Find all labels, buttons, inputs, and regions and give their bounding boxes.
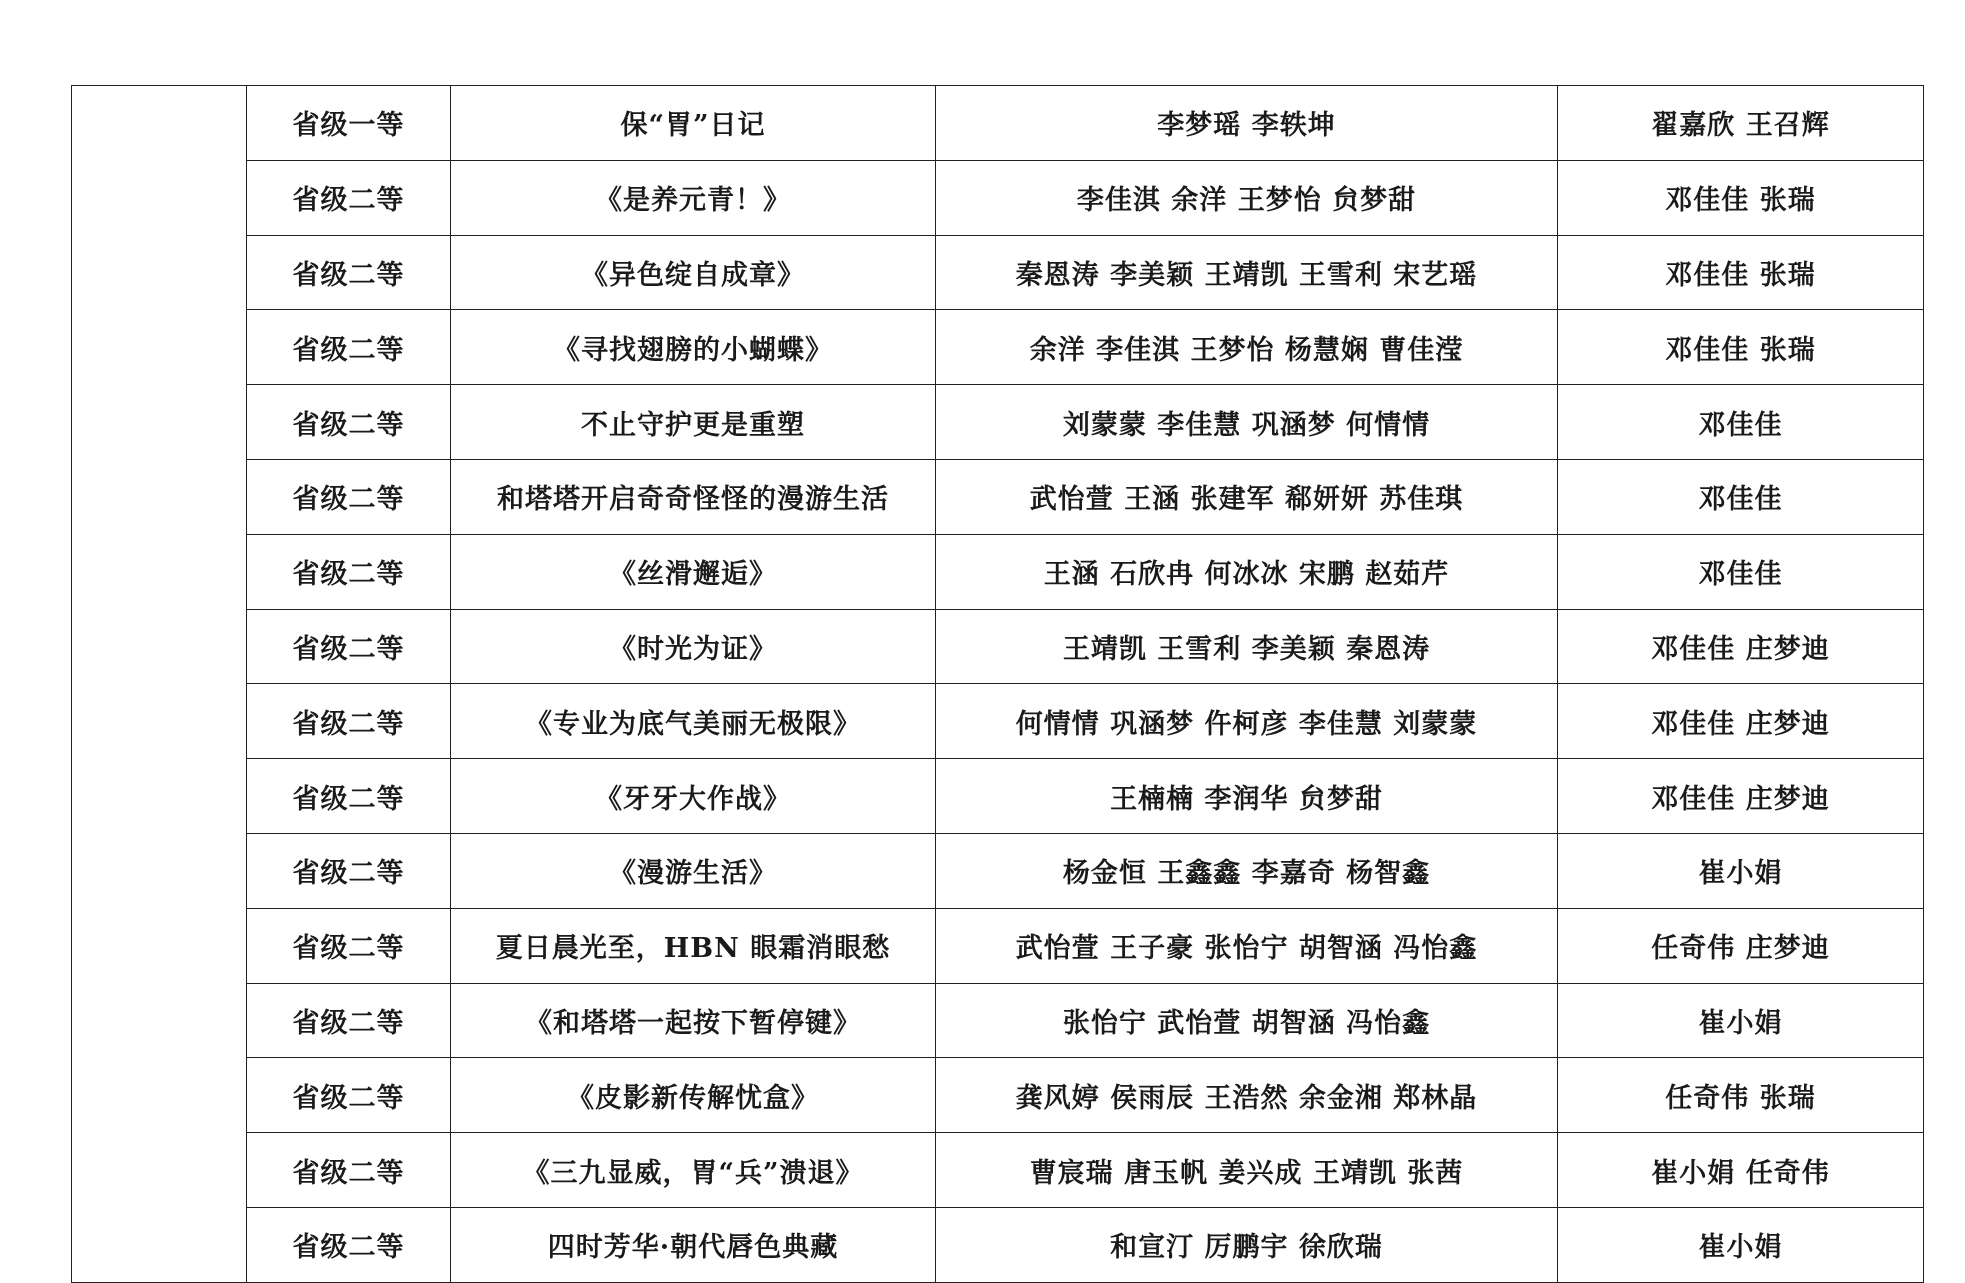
table-row — [72, 1058, 1924, 1133]
awards-table-body — [72, 86, 1924, 1283]
award-level-cell: 省级一等 — [247, 86, 451, 161]
advisor-cell: 任奇伟 庄梦迪 — [1558, 908, 1924, 983]
table-row — [72, 609, 1924, 684]
awards-table — [71, 85, 1924, 1283]
work-title-cell: 不止守护更是重塑 — [451, 385, 936, 460]
work-title-cell: 《寻找翅膀的小蝴蝶》 — [451, 310, 936, 385]
award-level-cell: 省级二等 — [247, 759, 451, 834]
work-title-cell: 夏日晨光至，HBN 眼霜消眼愁 — [451, 908, 936, 983]
work-title-cell: 和塔塔开启奇奇怪怪的漫游生活 — [451, 459, 936, 534]
work-title-cell: 《和塔塔一起按下暂停键》 — [451, 983, 936, 1058]
advisor-cell: 邓佳佳 — [1558, 534, 1924, 609]
team-members-cell: 曹宸瑞 唐玉帆 姜兴成 王靖凯 张茜 — [936, 1133, 1558, 1208]
team-members-cell: 杨金恒 王鑫鑫 李嘉奇 杨智鑫 — [936, 833, 1558, 908]
table-row — [72, 684, 1924, 759]
table-row — [72, 534, 1924, 609]
advisor-cell: 崔小娟 — [1558, 983, 1924, 1058]
category-cell — [72, 86, 247, 1283]
team-members-cell: 张怡宁 武怡萱 胡智涵 冯怡鑫 — [936, 983, 1558, 1058]
work-title-cell: 《是养元青！》 — [451, 160, 936, 235]
work-title-cell: 《皮影新传解忧盒》 — [451, 1058, 936, 1133]
award-level-cell: 省级二等 — [247, 1133, 451, 1208]
advisor-cell: 邓佳佳 张瑞 — [1558, 235, 1924, 310]
award-level-cell: 省级二等 — [247, 235, 451, 310]
award-level-cell: 省级二等 — [247, 160, 451, 235]
award-level-cell: 省级二等 — [247, 908, 451, 983]
advisor-cell: 邓佳佳 张瑞 — [1558, 160, 1924, 235]
team-members-cell: 王靖凯 王雪利 李美颖 秦恩涛 — [936, 609, 1558, 684]
advisor-cell: 邓佳佳 庄梦迪 — [1558, 609, 1924, 684]
work-title-cell: 《牙牙大作战》 — [451, 759, 936, 834]
table-row — [72, 833, 1924, 908]
table-row — [72, 1207, 1924, 1282]
table-row — [72, 86, 1924, 161]
team-members-cell: 武怡萱 王子豪 张怡宁 胡智涵 冯怡鑫 — [936, 908, 1558, 983]
award-level-cell: 省级二等 — [247, 534, 451, 609]
table-row — [72, 310, 1924, 385]
team-members-cell: 余洋 李佳淇 王梦怡 杨慧娴 曹佳滢 — [936, 310, 1558, 385]
advisor-cell: 邓佳佳 张瑞 — [1558, 310, 1924, 385]
work-title-cell: 《三九显威，胃“兵”溃退》 — [451, 1133, 936, 1208]
team-members-cell: 王楠楠 李润华 贠梦甜 — [936, 759, 1558, 834]
award-level-cell: 省级二等 — [247, 1058, 451, 1133]
table-row — [72, 160, 1924, 235]
work-title-cell: 《漫游生活》 — [451, 833, 936, 908]
advisor-cell: 邓佳佳 — [1558, 459, 1924, 534]
advisor-cell: 邓佳佳 庄梦迪 — [1558, 759, 1924, 834]
table-row — [72, 385, 1924, 460]
table-row — [72, 235, 1924, 310]
work-title-cell: 《丝滑邂逅》 — [451, 534, 936, 609]
advisor-cell: 邓佳佳 庄梦迪 — [1558, 684, 1924, 759]
team-members-cell: 李佳淇 余洋 王梦怡 贠梦甜 — [936, 160, 1558, 235]
table-row — [72, 759, 1924, 834]
team-members-cell: 李梦瑶 李轶坤 — [936, 86, 1558, 161]
advisor-cell: 任奇伟 张瑞 — [1558, 1058, 1924, 1133]
table-row — [72, 908, 1924, 983]
award-level-cell: 省级二等 — [247, 310, 451, 385]
work-title-cell: 《专业为底气美丽无极限》 — [451, 684, 936, 759]
award-level-cell: 省级二等 — [247, 609, 451, 684]
award-level-cell: 省级二等 — [247, 1207, 451, 1282]
award-level-cell: 省级二等 — [247, 459, 451, 534]
award-level-cell: 省级二等 — [247, 983, 451, 1058]
work-title-cell: 《时光为证》 — [451, 609, 936, 684]
work-title-cell: 保“胃”日记 — [451, 86, 936, 161]
team-members-cell: 龚风婷 侯雨辰 王浩然 余金湘 郑林晶 — [936, 1058, 1558, 1133]
team-members-cell: 武怡萱 王涵 张建军 郗妍妍 苏佳琪 — [936, 459, 1558, 534]
team-members-cell: 秦恩涛 李美颖 王靖凯 王雪利 宋艺瑶 — [936, 235, 1558, 310]
advisor-cell: 崔小娟 任奇伟 — [1558, 1133, 1924, 1208]
team-members-cell: 王涵 石欣冉 何冰冰 宋鹏 赵茹芹 — [936, 534, 1558, 609]
award-level-cell: 省级二等 — [247, 385, 451, 460]
advisor-cell: 邓佳佳 — [1558, 385, 1924, 460]
award-level-cell: 省级二等 — [247, 684, 451, 759]
work-title-cell: 《异色绽自成章》 — [451, 235, 936, 310]
table-row — [72, 983, 1924, 1058]
table-row — [72, 1133, 1924, 1208]
team-members-cell: 刘蒙蒙 李佳慧 巩涵梦 何情情 — [936, 385, 1558, 460]
advisor-cell: 崔小娟 — [1558, 1207, 1924, 1282]
team-members-cell: 和宣汀 厉鹏宇 徐欣瑞 — [936, 1207, 1558, 1282]
work-title-cell: 四时芳华·朝代唇色典藏 — [451, 1207, 936, 1282]
team-members-cell: 何情情 巩涵梦 仵柯彦 李佳慧 刘蒙蒙 — [936, 684, 1558, 759]
advisor-cell: 崔小娟 — [1558, 833, 1924, 908]
award-level-cell: 省级二等 — [247, 833, 451, 908]
advisor-cell: 翟嘉欣 王召辉 — [1558, 86, 1924, 161]
table-row — [72, 459, 1924, 534]
